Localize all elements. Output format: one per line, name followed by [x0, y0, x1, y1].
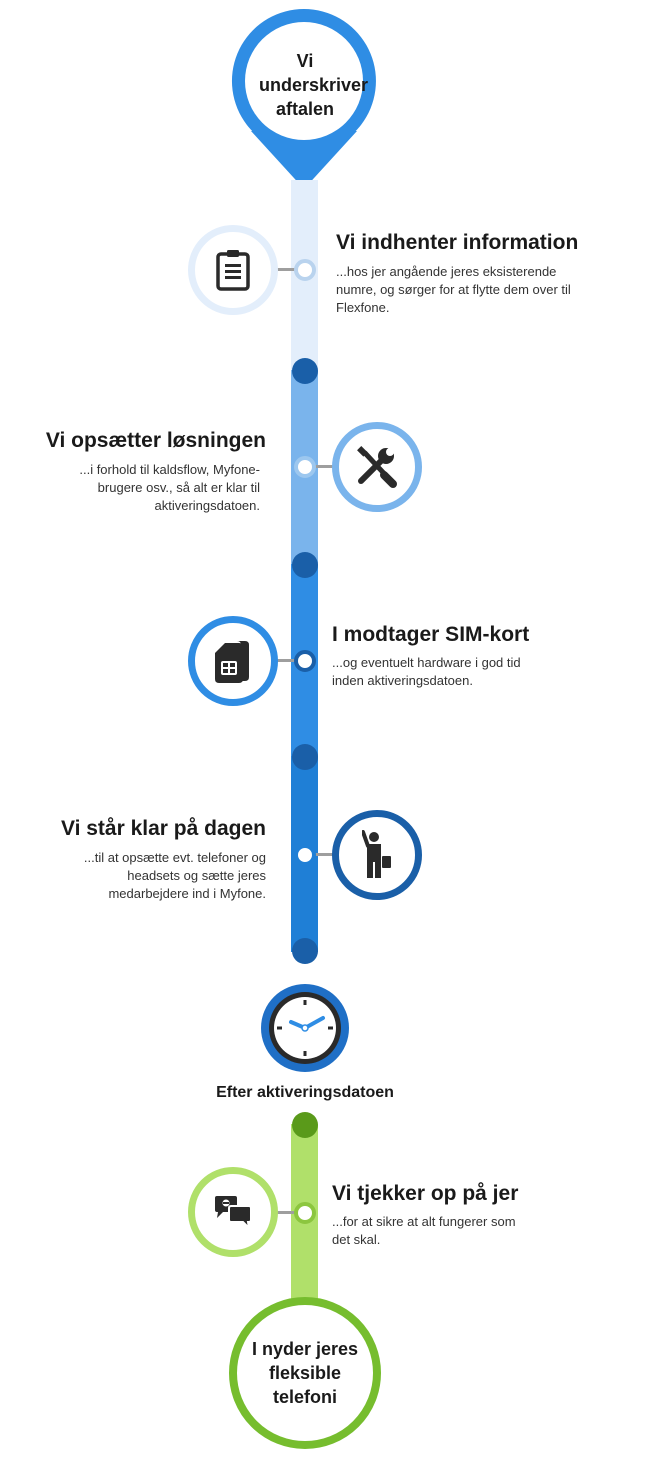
chat-bubbles-icon: [213, 1194, 253, 1230]
segment-joint: [292, 358, 318, 384]
step-4-icon-circle: [332, 810, 422, 900]
timeline-node: [294, 456, 316, 478]
step-4-title: Vi står klar på dagen: [60, 817, 266, 840]
tools-icon: [355, 445, 399, 489]
divider-label: Efter aktiveringsdatoen: [216, 1084, 394, 1101]
step-3-icon-circle: [188, 616, 278, 706]
step-1-icon-circle: [188, 225, 278, 315]
clock-icon: [259, 982, 351, 1074]
end-label: I nyder jeres fleksible telefoni: [251, 1339, 359, 1407]
step-3-title: I modtager SIM-kort: [332, 623, 530, 646]
step-1-title: Vi indhenter information: [336, 231, 579, 254]
segment-joint: [292, 552, 318, 578]
timeline-node: [294, 1202, 316, 1224]
segment-joint: [292, 1112, 318, 1138]
after-step-title: Vi tjekker op på jer: [332, 1182, 519, 1205]
sim-card-icon: [215, 639, 251, 683]
timeline-node: [294, 259, 316, 281]
step-3-desc: ...og eventuelt hardware i god tid inden aktiveringsdatoen.: [332, 655, 521, 688]
step-2-title: Vi opsætter løsningen: [45, 429, 266, 452]
after-step-desc: ...for at sikre at alt fungerer som det skal.: [332, 1214, 516, 1247]
clipboard-icon: [216, 249, 250, 291]
step-2-icon-circle: [332, 422, 422, 512]
person-waving-icon: [362, 830, 392, 880]
step-4-desc: ...til at opsætte evt. telefoner og headsets og sætte jeres medarbejdere ind i Myfone.: [83, 850, 266, 901]
timeline-node: [294, 650, 316, 672]
after-step-icon-circle: [188, 1167, 278, 1257]
step-1-desc: ...hos jer angående jeres eksisterende numre, og sørger for at flytte dem over til Flexfone.: [336, 264, 571, 315]
segment-joint: [292, 744, 318, 770]
start-label: Vi underskriver aftalen: [259, 51, 369, 119]
step-2-desc: ...i forhold til kaldsflow, Myfone-brugere osv., så alt er klar til aktiveringsdatoen.: [79, 462, 260, 513]
segment-joint: [292, 938, 318, 964]
timeline-node: [294, 844, 316, 866]
